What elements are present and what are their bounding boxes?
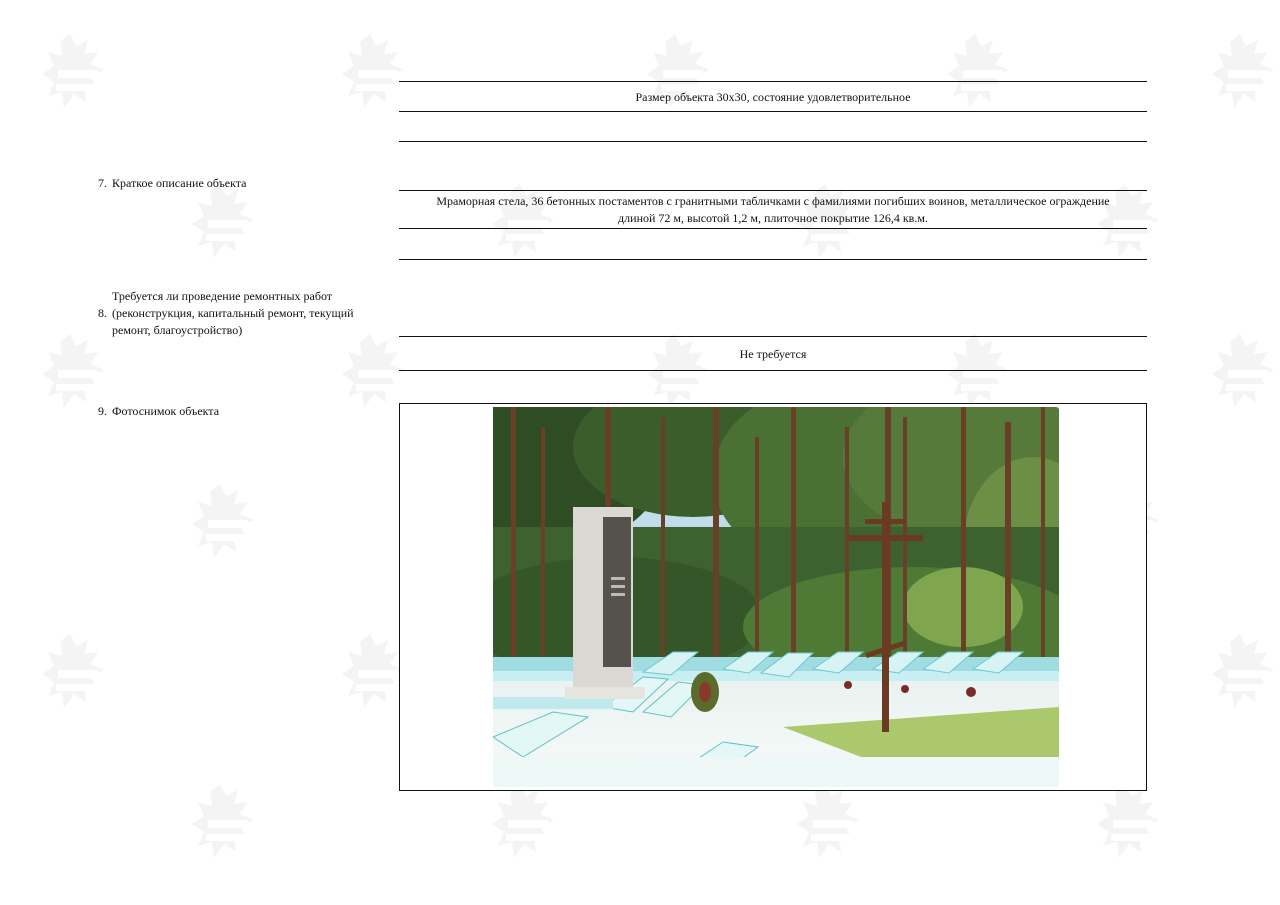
crest-watermark-icon [1095, 780, 1173, 866]
description-label-text: Краткое описание объекта [112, 176, 247, 190]
crest-watermark-icon [190, 480, 268, 566]
memorial-photo-illustration [493, 407, 1059, 787]
crest-watermark-icon [190, 780, 268, 866]
row-number: 9. [98, 404, 107, 418]
table-rule [399, 111, 1147, 112]
repairs-label-line: ремонт, благоустройство) [112, 323, 243, 337]
repairs-value: Не требуется [739, 347, 807, 361]
object-size-value: Размер объекта 30х30, состояние удовлетворительное [635, 90, 911, 104]
table-rule [399, 336, 1147, 337]
description-value [405, 193, 1141, 227]
table-rule [399, 141, 1147, 142]
table-rule [399, 228, 1147, 229]
row-number: 8. [98, 306, 107, 320]
repairs-label [98, 288, 388, 340]
crest-watermark-icon [1210, 330, 1280, 416]
crest-watermark-icon [1210, 630, 1280, 716]
crest-watermark-icon [190, 180, 268, 266]
table-rule [399, 370, 1147, 371]
description-value-line: длиной 72 м, высотой 1,2 м, плиточное покрытие 126,4 кв.м. [618, 211, 928, 225]
crest-watermark-icon [490, 780, 568, 866]
crest-watermark-icon [40, 30, 118, 116]
repairs-label-line: (реконструкция, капитальный ремонт, текущий [112, 306, 354, 320]
stele [565, 507, 645, 699]
description-value-line: Мраморная стела, 36 бетонных постаментов с гранитными табличками с фамилиями погибших воинов, металлическое ограждение [436, 194, 1110, 208]
photo-frame [399, 403, 1147, 791]
table-rule [399, 190, 1147, 191]
row-number: 7. [98, 176, 107, 190]
memorial-photo [493, 407, 1059, 787]
crest-watermark-icon [1210, 30, 1280, 116]
photo-label-text: Фотоснимок объекта [112, 404, 220, 418]
crest-watermark-icon [795, 780, 873, 866]
table-rule [399, 81, 1147, 82]
repairs-label-line: Требуется ли проведение ремонтных работ [112, 289, 333, 303]
table-rule [399, 259, 1147, 260]
crest-watermark-icon [40, 630, 118, 716]
